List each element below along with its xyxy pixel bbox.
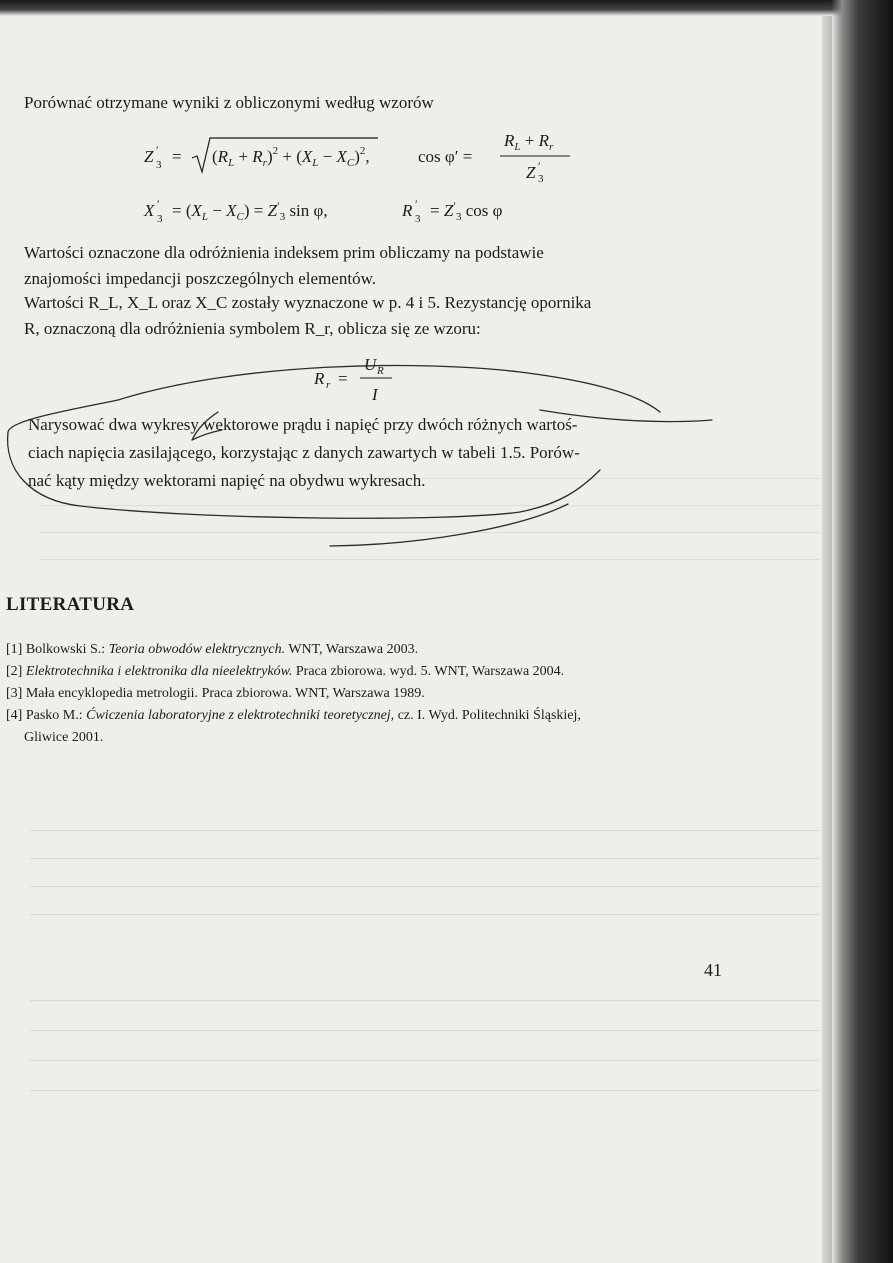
svg-text:R: R: [402, 201, 413, 220]
svg-text:3: 3: [415, 213, 421, 225]
paragraph-draw-line3: nać kąty między wektorami napięć na obydwu wykresach.: [28, 471, 426, 490]
paragraph-prim-line1: Wartości oznaczone dla odróżnienia indeksem prim obliczamy na podstawie: [24, 243, 544, 262]
reference-4: [4] Pasko M.: Ćwiczenia laboratoryjne z elektrotechniki teoretycznej, cz. I. Wyd. Politechniki Śląskiej,: [6, 708, 581, 723]
svg-text:R: R: [314, 369, 325, 388]
svg-text:3: 3: [156, 159, 162, 171]
svg-text:′: ′: [157, 197, 160, 211]
svg-text:=: =: [172, 147, 182, 166]
svg-text:′: ′: [538, 159, 541, 173]
paragraph-values-line1: Wartości R_L, X_L oraz X_C zostały wyznaczone w p. 4 i 5. Rezystancję opornika: [24, 293, 592, 312]
svg-text:′: ′: [415, 197, 418, 211]
svg-text:3: 3: [157, 213, 163, 225]
svg-text:X: X: [144, 201, 155, 220]
svg-text:R: R: [377, 365, 384, 377]
svg-text:=: =: [338, 369, 348, 388]
svg-text:I: I: [372, 385, 378, 404]
svg-text:U: U: [364, 355, 377, 374]
svg-text:3: 3: [538, 173, 544, 185]
reference-3: [3] Mała encyklopedia metrologii. Praca zbiorowa. WNT, Warszawa 1989.: [6, 686, 425, 701]
svg-text:cos φ′ =: cos φ′ =: [418, 147, 473, 166]
paragraph-prim-line2: znajomości impedancji poszczególnych elementów.: [24, 269, 376, 288]
reference-1: [1] Bolkowski S.: Teoria obwodów elektrycznych. WNT, Warszawa 2003.: [6, 642, 419, 657]
page-number: 41: [704, 960, 722, 980]
reference-2: [2] Elektrotechnika i elektronika dla nieelektryków. Praca zbiorowa. wyd. 5. WNT, Warszawa 2004.: [6, 664, 565, 679]
svg-text:= Z′3 cos φ: = $Z'_3$ cos φ: [430, 199, 503, 223]
paragraph-draw-line1: Narysować dwa wykresy wektorowe prądu i napięć przy dwóch różnych wartoś-: [28, 415, 578, 434]
svg-text:RL + Rr: $R_L + R_r$: [504, 131, 554, 153]
paragraph-draw-line2: ciach napięcia zasilającego, korzystając z danych zawartych w tabeli 1.5. Porów-: [28, 443, 580, 462]
svg-text:r: r: [326, 379, 331, 391]
svg-text:(RL + Rr)2 + (XL − XC)2,: $(R_L + R_r)^2 + (X_L - X_C)^2$,: [212, 145, 370, 169]
literature-heading: LITERATURA: [6, 594, 135, 615]
svg-text:Z: Z: [526, 163, 536, 182]
svg-text:Z: Z: [144, 147, 154, 166]
svg-text:= (XL − XC) = Z′3 sin φ,: = $(X_L - X_C) = Z'_3$ sin φ,: [172, 199, 328, 223]
reference-4-continuation: Gliwice 2001.: [24, 730, 104, 745]
svg-text:′: ′: [156, 143, 159, 157]
paragraph-values-line2: R, oznaczoną dla odróżnienia symbolem R_r, oblicza się ze wzoru:: [24, 319, 481, 338]
intro-text: Porównać otrzymane wyniki z obliczonymi według wzorów: [24, 93, 434, 112]
